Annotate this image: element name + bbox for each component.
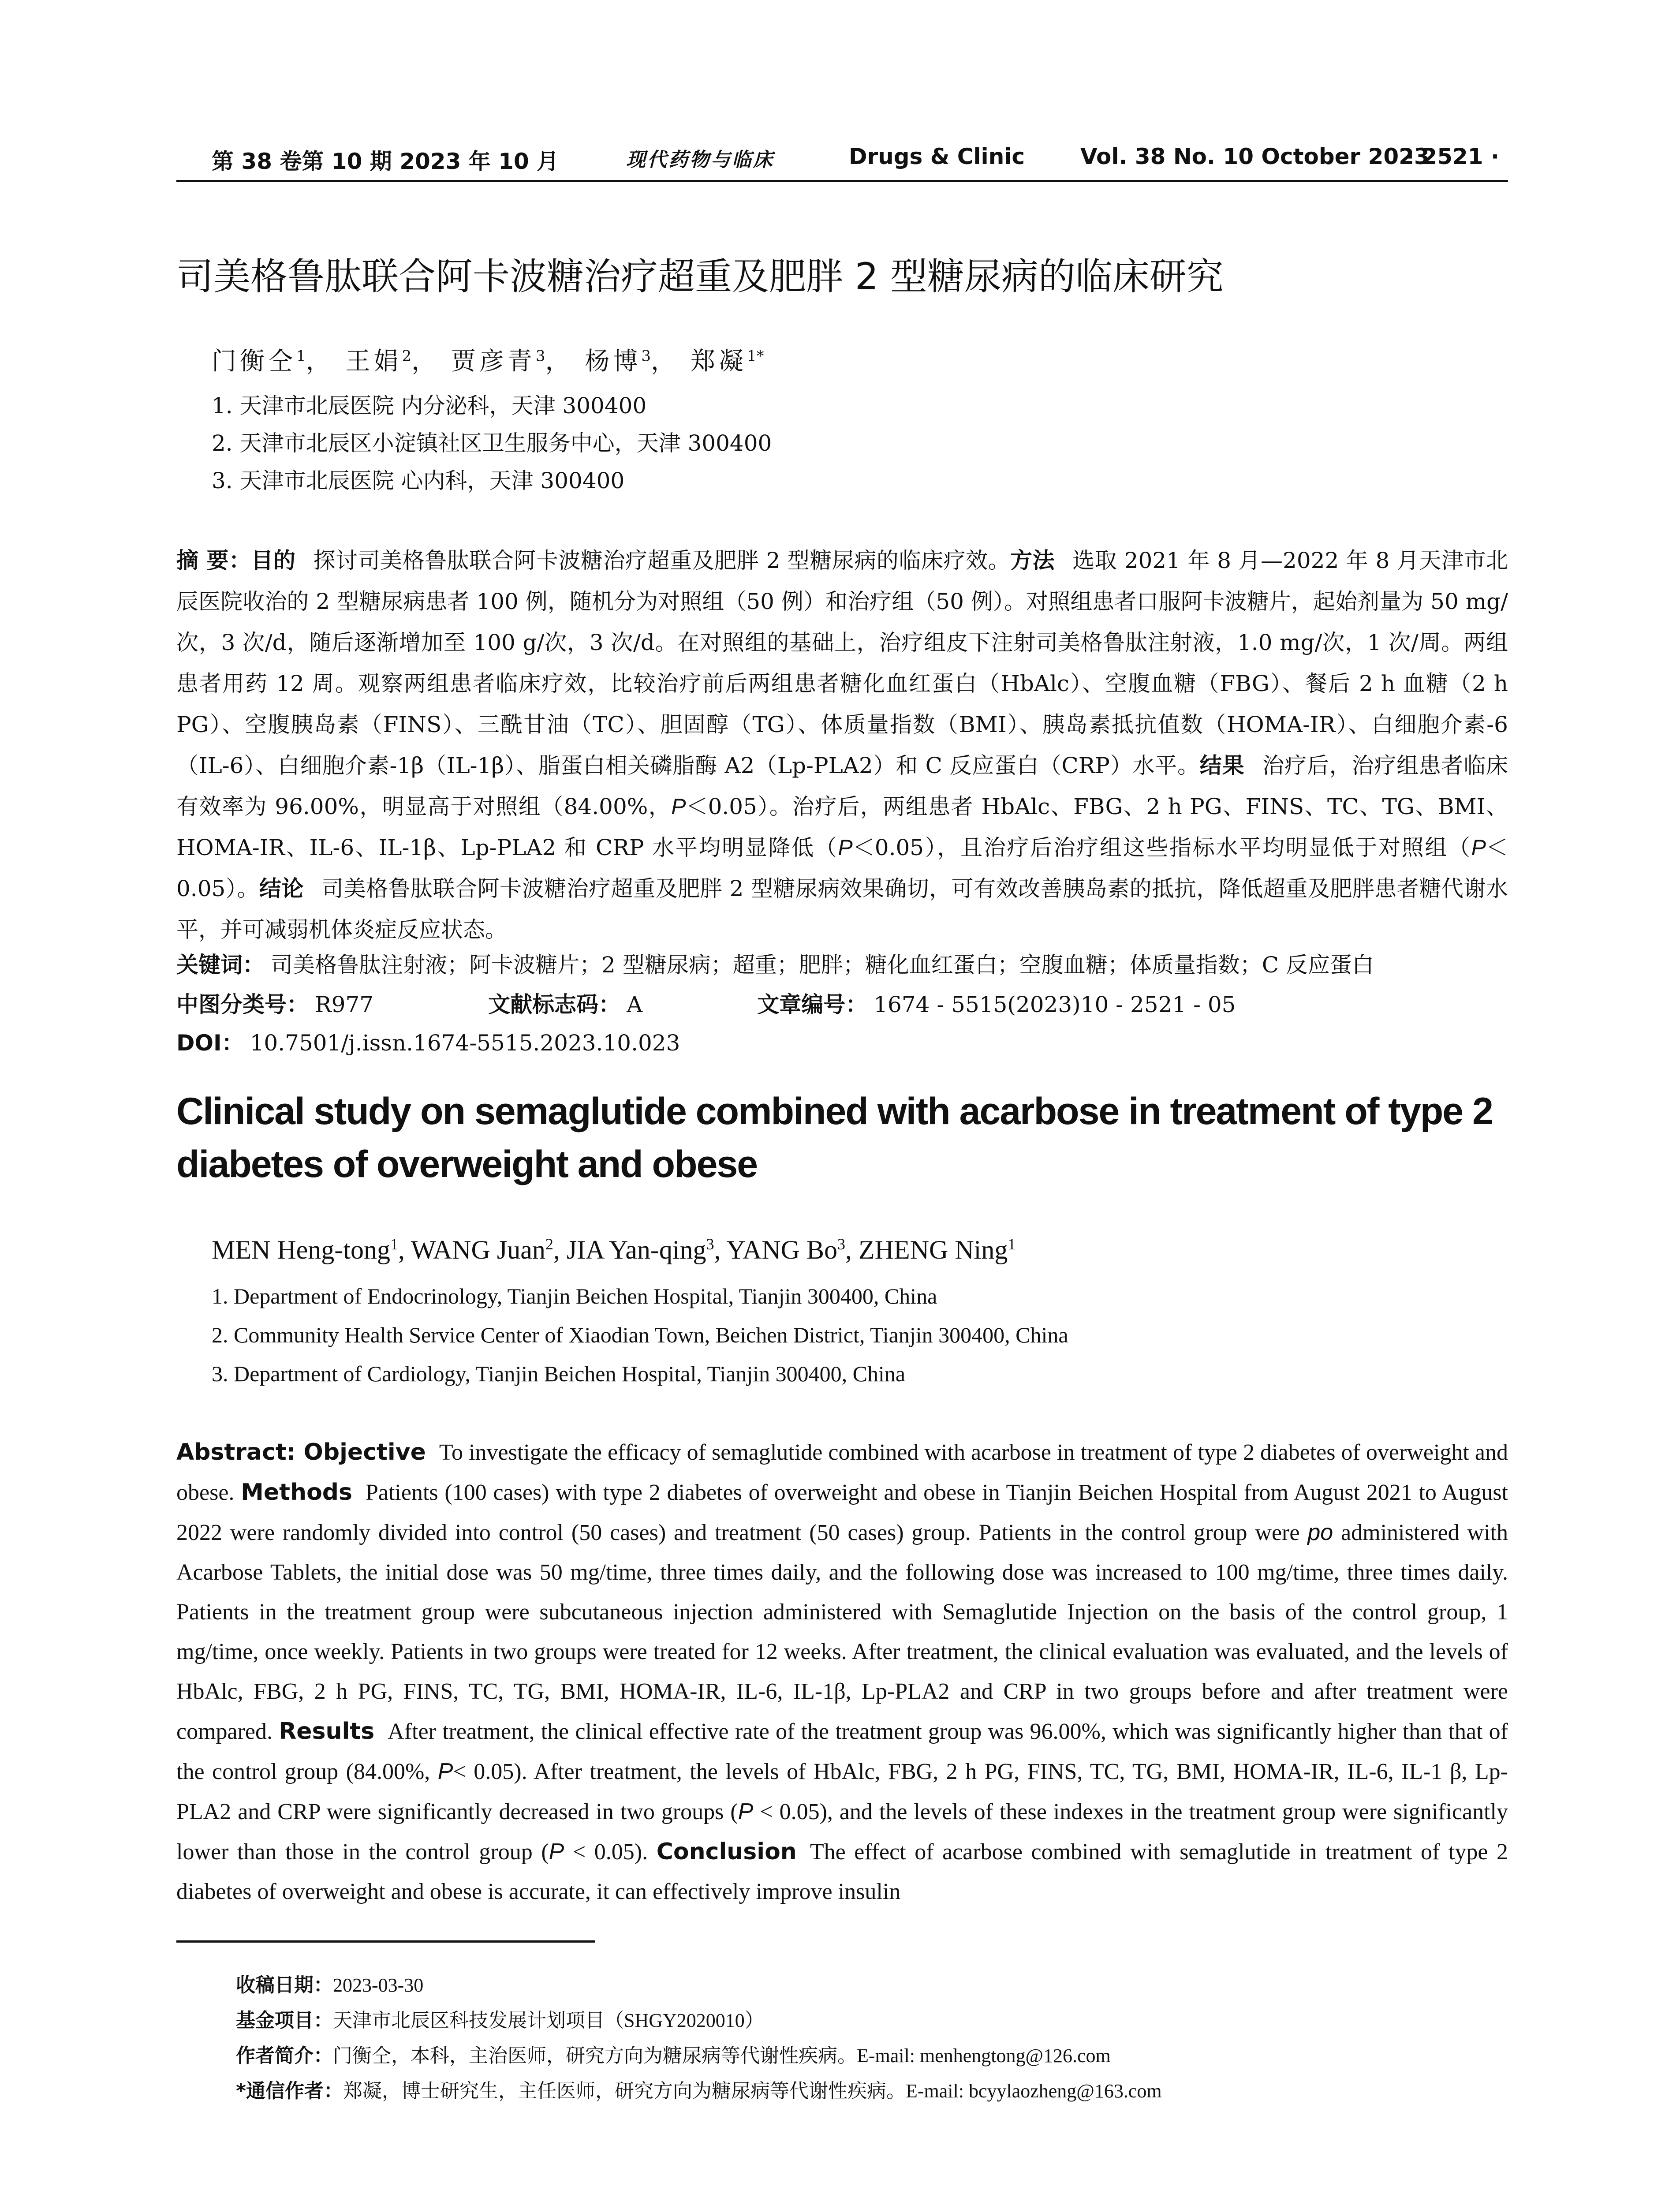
author-cn: 门衡仝	[212, 347, 296, 376]
methods-text: 选取 2021 年 8 月—2022 年 8 月天津市北辰医院收治的 2 型糖尿病患者 100 例，随机分为对照组（50 例）和治疗组（50 例）。对照组患者口服阿卡波糖片，起始剂量为 50 mg/次，3 次/d，随后逐渐增加至 100 g/次，3 次/d。在对照组的基础上，治疗组皮下注射司美格鲁肽注射液，1.0 mg/次，1 次/周。两组患者用药 12 周。观察两组患者临床疗效，比较治疗前后两组患者糖化血红蛋白（HbAlc）、空腹血糖（FBG）、餐后 2 h 血糖（2 h PG）、空腹胰岛素（FINS）、三酰甘油（TC）、胆固醇（TG）、体质量指数（BMI）、胰岛素抵抗值数（HOMA-IR）、白细胞介素-6（IL-6）、白细胞介素-1β（IL-1β）、脂蛋白相关磷脂酶 A2（Lp-PLA2）和 C 反应蛋白（CRP）水平。	[176, 548, 1508, 778]
keywords-value: 司美格鲁肽注射液；阿卡波糖片；2 型糖尿病；超重；肥胖；糖化血红蛋白；空腹血糖；体质量指数；C 反应蛋白	[271, 952, 1374, 978]
running-header	[176, 140, 1508, 182]
results-text-en: < 0.05).	[572, 1839, 648, 1865]
received-label: 收稿日期：	[236, 1974, 333, 1996]
methods-text-en: administered with Acarbose Tablets, the initial dose was 50 mg/time, three times daily, and the following dose was increased to 100 mg/time, three times daily. Patients in the treatment group were subcutaneous injection administered with Semaglutide Injection on the basis of the control group, 1 mg/time, once weekly. Patients in two groups were treated for 12 weeks. After treatment, the clinical evaluation was evaluated, and the levels of HbAlc, FBG, 2 h PG, FINS, TC, TG, BMI, HOMA-IR, IL-6, IL-1β, Lp-PLA2 and CRP in two groups before and after treatment were compared.	[176, 1520, 1508, 1744]
results-text-en: After treatment, the clinical effective rate of the treatment group was 96.00%, which was significantly higher than that of the control group (84.00%,	[176, 1719, 1508, 1784]
conclusion-text: 司美格鲁肽联合阿卡波糖治疗超重及肥胖 2 型糖尿病效果确切，可有效改善胰岛素的抵抗，降低超重及肥胖患者糖代谢水平，并可减弱机体炎症反应状态。	[176, 876, 1508, 942]
abstract-label: 摘 要：	[176, 548, 251, 573]
author-en: WANG Juan	[411, 1235, 545, 1264]
header-volume-cn: 第 38 卷第 10 期 2023 年 10 月	[212, 149, 559, 174]
results-label: 结果	[1199, 753, 1245, 778]
title-cn: 司美格鲁肽联合阿卡波糖治疗超重及肥胖 2 型糖尿病的临床研究	[176, 255, 1224, 298]
clc-value: R977	[315, 992, 374, 1017]
classification-line	[176, 987, 1236, 1019]
fund-value: 天津市北辰区科技发展计划项目（SHGY2020010）	[333, 2010, 764, 2031]
results-text-en: < 0.05), and the levels of these indexes in the treatment group were significantly lower than those in the control group (	[176, 1799, 1508, 1865]
affiliation-en-2: 2. Community Health Service Center of Xiaodian Town, Beichen District, Tianjin 300400, China	[212, 1323, 1068, 1347]
author-cn: 贾彦青	[451, 347, 536, 376]
author-en: ZHENG Ning	[859, 1235, 1008, 1264]
abstract-en	[176, 1432, 1508, 1912]
results-text: 治疗后，治疗组患者临床有效率为 96.00%，明显高于对照组（84.00%，	[176, 753, 1508, 819]
doi-value[interactable]: 10.7501/j.issn.1674-5515.2023.10.023	[250, 1030, 680, 1056]
header-journal-cn: 现代药物与临床	[626, 149, 774, 171]
author-cn: 郑凝	[690, 347, 747, 376]
author-sup: 2	[545, 1235, 553, 1253]
author-sup: 1	[1008, 1235, 1016, 1253]
corresponding-value: 郑凝，博士研究生，主任医师，研究方向为糖尿病等代谢性疾病。E-mail: bcyylaozheng@163.com	[343, 2080, 1162, 2102]
received-value: 2023-03-30	[333, 1974, 424, 1996]
footnote-author	[236, 2040, 1111, 2068]
author-cn: 王娟	[345, 347, 402, 376]
authors-en: MEN Heng-tong$^1$, WANG Juan$^2$, JIA Yan-qing$^3$, YANG Bo$^3$, ZHENG Ning$^1$	[212, 1235, 1016, 1264]
header-journal-en: Drugs & Clinic	[849, 144, 1025, 169]
affiliation-en-3: 3. Department of Cardiology, Tianjin Beichen Hospital, Tianjin 300400, China	[212, 1361, 906, 1386]
methods-label-en: Methods	[241, 1479, 352, 1506]
doc-code-value: A	[627, 992, 643, 1017]
author-sup: 1	[390, 1235, 398, 1253]
article-no-label: 文章编号：	[757, 992, 868, 1017]
author-sup: 3	[641, 347, 651, 365]
author-sup: 2	[402, 347, 412, 365]
doi-label: DOI：	[176, 1030, 244, 1056]
p-symbol: P	[838, 835, 853, 860]
doi-line	[176, 1025, 680, 1057]
author-sup: 3	[535, 347, 545, 365]
doc-code-label: 文献标志码：	[488, 992, 621, 1017]
keywords-label: 关键词：	[176, 952, 265, 978]
affiliation-cn-1: 1. 天津市北辰医院 内分泌科，天津 300400	[212, 393, 647, 419]
p-symbol: P	[549, 1839, 564, 1865]
results-text: ＜0.05），且治疗后治疗组这些指标水平均明显低于对照组（	[852, 835, 1471, 860]
p-symbol: P	[1471, 835, 1486, 860]
objective-label-en: Abstract: Objective	[176, 1439, 426, 1465]
author-bio-value: 门衡仝，本科，主治医师，研究方向为糖尿病等代谢性疾病。E-mail: menhengtong@126.com	[333, 2045, 1111, 2067]
results-label-en: Results	[279, 1718, 375, 1745]
results-text: ＜0.05）。	[176, 835, 1508, 901]
author-sup: 3	[837, 1235, 846, 1253]
author-bio-label: 作者简介：	[236, 2044, 333, 2067]
conclusion-text-en: The effect of acarbose combined with semaglutide in treatment of type 2 diabetes of overweight and obese is accurate, it can effectively improve insulin	[176, 1839, 1508, 1904]
authors-cn: 门衡仝$^1$， 王娟$^2$， 贾彦青$^3$， 杨博$^3$， 郑凝$^{1*}$	[212, 347, 764, 376]
footnote-received	[236, 1969, 423, 1997]
article-no-value: 1674 - 5515(2023)10 - 2521 - 05	[874, 992, 1236, 1017]
p-symbol: P	[738, 1799, 754, 1824]
author-sup: 3	[706, 1235, 714, 1253]
footnote-corresponding	[236, 2075, 1162, 2103]
header-volume-en: Vol. 38 No. 10 October 2023	[1080, 144, 1430, 169]
affiliation-cn-2: 2. 天津市北辰区小淀镇社区卫生服务中心，天津 300400	[212, 430, 772, 456]
header-page-number: · 2521 ·	[1406, 144, 1499, 169]
fund-label: 基金项目：	[236, 2009, 333, 2032]
conclusion-label: 结论	[259, 876, 304, 901]
po-abbrev: po	[1307, 1520, 1333, 1545]
footnote-fund	[236, 2004, 764, 2033]
keywords-line	[176, 947, 1374, 979]
author-en: MEN Heng-tong	[212, 1235, 390, 1264]
abstract-cn	[176, 540, 1508, 950]
corresponding-label: *通信作者：	[236, 2080, 343, 2102]
p-symbol: P	[437, 1759, 453, 1784]
author-en: YANG Bo	[726, 1235, 838, 1264]
methods-label: 方法	[1010, 548, 1055, 573]
author-cn: 杨博	[585, 347, 642, 376]
conclusion-label-en: Conclusion	[656, 1839, 797, 1865]
methods-text-en: Patients (100 cases) with type 2 diabetes of overweight and obese in Tianjin Beichen Hospital from August 2021 to August 2022 were randomly divided into control (50 cases) and treatment (50 cases) group. Patients in the control group were	[176, 1480, 1508, 1545]
author-sup: 1	[296, 347, 306, 365]
objective-text-en: To investigate the efficacy of semaglutide combined with acarbose in treatment of type 2 diabetes of overweight and obese.	[176, 1440, 1508, 1505]
clc-label: 中图分类号：	[176, 992, 309, 1017]
author-sup: 1*	[747, 347, 764, 365]
results-text: ＜0.05）。治疗后，两组患者 HbAlc、FBG、2 h PG、FINS、TC、TG、BMI、HOMA-IR、IL-6、IL-1β、Lp-PLA2 和 CRP 水平均明显降低（	[176, 794, 1508, 860]
title-en: Clinical study on semaglutide combined with acarbose in treatment of type 2 diabetes of overweight and obese	[176, 1090, 1493, 1185]
p-symbol: P	[671, 794, 686, 819]
affiliation-cn-3: 3. 天津市北辰医院 心内科，天津 300400	[212, 468, 625, 493]
objective-label: 目的	[251, 548, 296, 573]
results-text-en: < 0.05). After treatment, the levels of HbAlc, FBG, 2 h PG, FINS, TC, TG, BMI, HOMA-IR, IL-6, IL-1 β, Lp-PLA2 and CRP were significantly decreased in two groups (	[176, 1759, 1508, 1824]
author-en: JIA Yan-qing	[566, 1235, 706, 1264]
objective-text: 探讨司美格鲁肽联合阿卡波糖治疗超重及肥胖 2 型糖尿病的临床疗效。	[313, 548, 1011, 573]
affiliation-en-1: 1. Department of Endocrinology, Tianjin Beichen Hospital, Tianjin 300400, China	[212, 1284, 937, 1308]
footnote-divider	[176, 1940, 595, 1943]
